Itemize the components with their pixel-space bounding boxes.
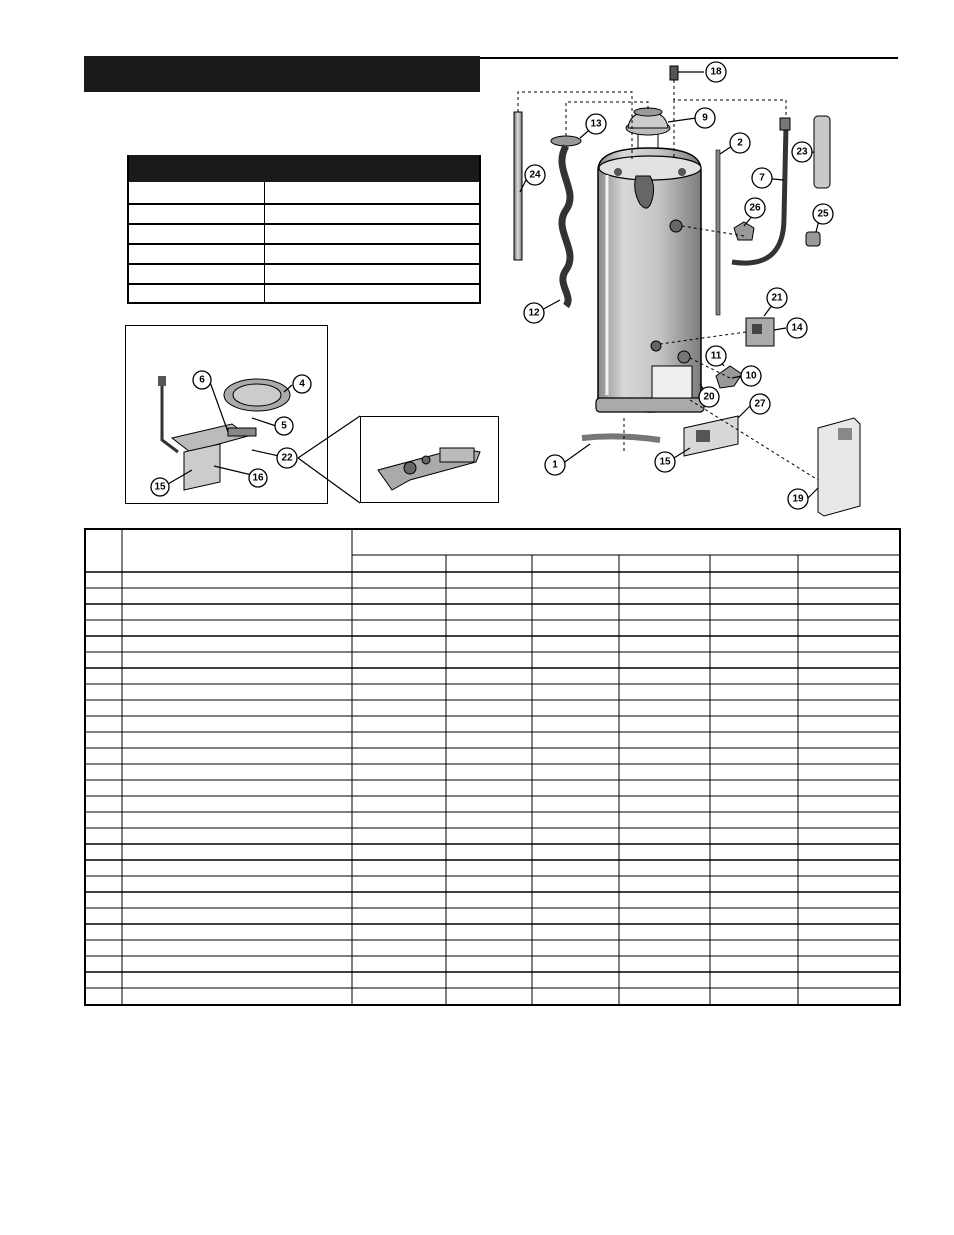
drain-fitting	[806, 232, 820, 246]
callout-21: 21	[771, 292, 783, 304]
drain-port	[651, 341, 661, 351]
cold-inlet-port	[614, 168, 622, 176]
outer-door	[684, 416, 738, 456]
anode-cap	[551, 136, 581, 146]
door-viewport	[696, 430, 710, 442]
callout-14: 14	[791, 322, 803, 334]
parts-table-row-lines	[86, 572, 899, 988]
callout-15: 15	[659, 456, 671, 468]
relief-valve	[734, 222, 754, 240]
bottom-shield	[582, 436, 660, 440]
callout-6: 6	[199, 374, 205, 386]
callout-4: 4	[299, 378, 305, 390]
tp-valve-port	[670, 220, 682, 232]
jacket-cover-label	[838, 428, 852, 440]
callout-13: 13	[590, 118, 602, 130]
callout-9: 9	[702, 112, 708, 124]
callout-20: 20	[703, 391, 715, 403]
callout-24: 24	[529, 169, 541, 181]
zoom-connector	[298, 458, 360, 503]
gas-valve-port	[678, 351, 690, 363]
callout-26: 26	[749, 202, 761, 214]
callout-23: 23	[796, 146, 808, 158]
draft-hood	[626, 108, 670, 148]
burner-drawing	[158, 376, 290, 490]
callout-27: 27	[754, 398, 766, 410]
callout-1: 1	[552, 459, 558, 471]
callout-7: 7	[759, 172, 765, 184]
pilot-assembly-drawing	[378, 448, 480, 490]
anode-rod	[562, 146, 570, 306]
dip-tube	[514, 112, 522, 260]
gas-control-knob	[752, 324, 762, 334]
insulation-sleeve	[814, 116, 830, 188]
callout-19: 19	[792, 493, 804, 505]
callout-2: 2	[737, 137, 743, 149]
callout-11: 11	[710, 350, 722, 362]
parts-table-column-lines	[122, 530, 899, 1004]
callout-5: 5	[281, 420, 287, 432]
nipple-part	[670, 66, 678, 80]
callout-12: 12	[528, 307, 540, 319]
callout-10: 10	[745, 370, 757, 382]
zoom-connector	[298, 416, 360, 458]
callout-25: 25	[817, 208, 829, 220]
parts-table	[84, 528, 901, 1006]
callout-18: 18	[710, 66, 722, 78]
callout-15-inset: 15	[154, 481, 166, 493]
hot-outlet-port	[678, 168, 686, 176]
callout-22: 22	[281, 452, 293, 464]
callout-16: 16	[252, 472, 264, 484]
parts-table-grid	[86, 530, 899, 1004]
relief-tube-fitting	[780, 118, 790, 130]
